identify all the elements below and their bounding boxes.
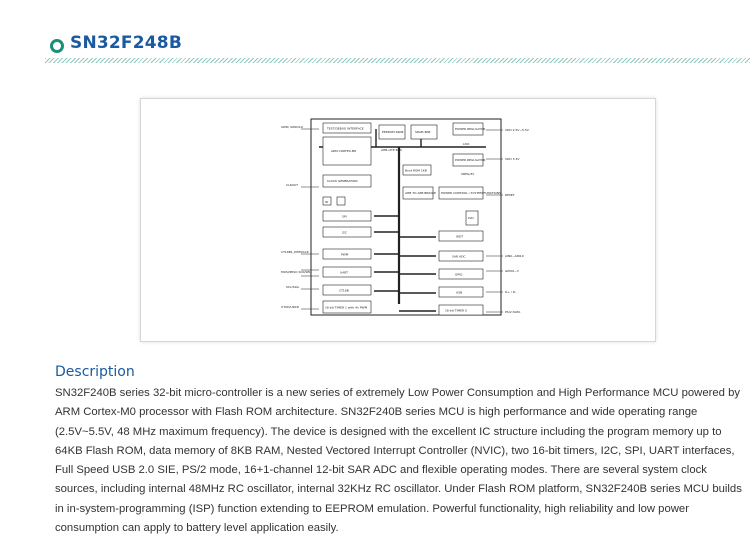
block-i2c — [323, 227, 371, 237]
signal-vreg: VREG/3V — [461, 172, 475, 176]
signal-ain: AIN0~AIN10 — [505, 254, 524, 258]
block-osc-b — [337, 197, 345, 205]
block-spi — [323, 211, 371, 221]
label-pwm: PWM — [341, 252, 349, 257]
signal-swd: SWD/ SWDCLK — [281, 125, 304, 129]
description-heading: Description — [55, 364, 135, 380]
hatched-divider — [45, 58, 750, 63]
label-power-control: POWER CONTROL / SYSTEM FUNCTIONS — [441, 191, 502, 195]
label-testdebug: TEST/DEBUG INTERFACE — [327, 126, 364, 131]
label-sar-adc: SAR ADC — [452, 254, 466, 259]
label-timer-left: 16-bit TIMER 1 with 4x PWM — [325, 305, 368, 310]
signal-vdd1: VDD 2.5V~5.5V — [505, 128, 529, 132]
label-power-reg-mid: POWER REGULATOR — [455, 158, 486, 162]
label-gpio: GPIO — [455, 272, 463, 277]
label-bootrom: Boot ROM 1KB — [405, 168, 427, 173]
label-lvd: LVD — [468, 216, 474, 220]
signal-dp: D+ / D- — [505, 290, 517, 294]
signal-clkout: CLKOUT — [286, 183, 298, 187]
circle-bullet-icon — [50, 39, 64, 53]
label-i2c: I2C — [342, 230, 347, 235]
label-clock-gen: CLOCK GENERATION — [327, 179, 358, 183]
signal-ps2: PS/2 DATA — [505, 310, 521, 314]
label-uart: UART — [340, 270, 348, 275]
label-usb: USB — [456, 290, 463, 295]
signal-vdd2: VDD 3.3V — [505, 157, 520, 161]
label-power-reg-top: POWER REGULATOR — [455, 127, 486, 131]
signal-reset: RESET — [505, 193, 515, 197]
label-wdt: WDT — [456, 234, 464, 239]
label-core: ARM CORTEX-M0 — [331, 149, 357, 153]
signal-spi-io: MOSI/MISO SCK/SEL — [281, 270, 311, 274]
signal-uart-io: UTXD/URXD — [281, 305, 300, 309]
label-sram: SRAM 8KB — [415, 130, 431, 134]
label-spi: SPI — [342, 214, 347, 219]
label-ahb: AHB-LITE BUS — [381, 148, 402, 152]
signal-ldo: LDO — [463, 142, 470, 146]
label-bridge: AHB TO APB BRIDGE — [405, 191, 436, 195]
signal-i2c-io: SCL/SDA — [286, 285, 299, 289]
page-title: SN32F248B — [70, 33, 182, 53]
label-ct16b: CT16B — [339, 288, 349, 293]
signal-ct-io: CT16B1_PWM/CAP — [281, 250, 309, 254]
label-ir: IR — [325, 200, 328, 204]
label-eeprom: EEPROM 64KB — [382, 130, 404, 134]
label-timer-right: 16-bit TIMER 0 — [445, 308, 467, 313]
block-diagram-frame[interactable] — [140, 98, 656, 342]
description-body: SN32F240B series 32-bit micro-controller is a new series of extremely Low Power Consumption and High Performance MCU powered by ARM Cortex-M0 processor with Flash ROM architecture. SN32F240B series MCU is high performance and wide operating range (2.5V~5.5V, 48 MHz maximum frequency). The device is designed with the excellent IC structure including the program memory up to 64KB Flash ROM, data memory of 8KB RAM, Nested Vectored Interrupt Controller (NVIC), two 16-bit timers, I2C, SPI, UART interfaces, Full Speed USB 2.0 SIE, PS/2 mode, 16+1-channel 12-bit SAR ADC and flexible operating modes. There are several system clock sources, including internal 48MHz RC oscillator, internal 32KHz RC oscillator. Under Flash ROM platform, SN32F240B series MCU builds in in-system-programming (ISP) function extending to EEPROM emulation. Powerful functionality, high reliability and low power consumption can apply to battery level application easily. — [55, 387, 742, 535]
page-header — [50, 32, 750, 58]
block-diagram — [141, 99, 655, 341]
signal-gpio: GPIO0~3 — [505, 269, 519, 273]
